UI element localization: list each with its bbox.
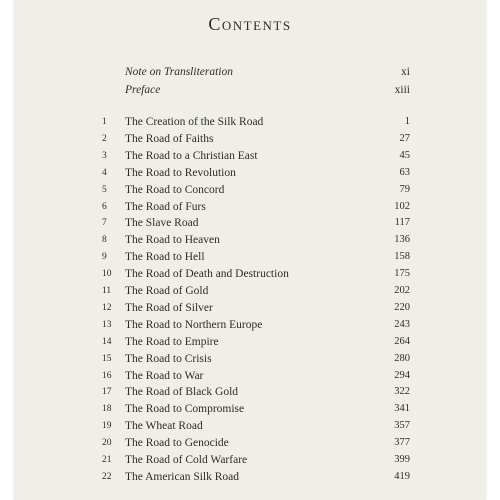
chapter-title: The Road of Cold Warfare [125, 454, 248, 466]
chapter-number: 15 [102, 353, 112, 364]
chapter-title: The Road of Faiths [125, 132, 214, 145]
chapter-page: 280 [394, 352, 410, 364]
chapter-number: 17 [102, 387, 112, 398]
chapter-page: 102 [394, 200, 410, 212]
chapter-page: 399 [394, 454, 410, 465]
chapter-page: 63 [399, 166, 410, 178]
chapter-title: The Creation of the Silk Road [125, 116, 264, 128]
chapter-number: 13 [102, 319, 112, 330]
chapter-page: 175 [394, 268, 410, 280]
chapter-title: The Road to War [125, 369, 204, 382]
chapter-title: The Road of Black Gold [125, 386, 239, 399]
chapter-row [14, 418, 486, 434]
chapter-row [14, 351, 486, 367]
front-matter-item [125, 84, 410, 96]
chapter-page: 341 [394, 403, 410, 415]
chapter-number: 2 [102, 133, 107, 144]
chapter-number: 21 [102, 455, 112, 465]
chapter-number: 19 [102, 421, 112, 432]
chapter-row [14, 266, 486, 282]
chapter-row [14, 317, 486, 333]
chapter-title: The Road to Concord [125, 183, 225, 196]
chapter-row [14, 232, 486, 248]
chapter-row [14, 165, 486, 181]
chapter-row [14, 401, 486, 417]
chapter-title: The Slave Road [125, 217, 199, 230]
chapter-row [14, 452, 486, 468]
chapter-page: 1 [404, 116, 410, 127]
chapter-page: 294 [394, 369, 410, 381]
chapter-row [14, 300, 486, 316]
chapter-page: 322 [394, 386, 410, 398]
chapter-number: 16 [102, 370, 112, 381]
chapter-page: 27 [399, 132, 410, 144]
chapter-title: The Road to Northern Europe [125, 318, 263, 331]
chapter-page: 117 [394, 217, 410, 229]
chapter-title: The Road of Death and Destruction [125, 268, 289, 281]
chapter-row [14, 283, 486, 299]
chapter-row [14, 469, 486, 485]
chapter-row [14, 435, 486, 451]
chapter-number: 10 [102, 269, 112, 280]
chapter-title: The Road to a Christian East [125, 149, 258, 162]
chapter-title: The Road to Crisis [125, 352, 212, 365]
chapter-row [14, 131, 486, 147]
page-title: Contents [208, 14, 292, 34]
chapter-title: The Road to Heaven [125, 234, 220, 247]
front-matter-label: Preface [125, 84, 161, 96]
chapter-page: 264 [394, 335, 410, 347]
chapter-page: 158 [394, 251, 410, 263]
chapter-row [14, 215, 486, 231]
chapter-page: 220 [394, 301, 410, 313]
chapter-page: 357 [394, 420, 410, 432]
chapter-number: 12 [102, 302, 112, 313]
chapter-number: 14 [102, 336, 112, 347]
chapter-page: 136 [394, 234, 410, 246]
chapter-number: 11 [102, 286, 112, 296]
chapter-title: The Road of Gold [125, 285, 209, 297]
chapter-row [14, 334, 486, 350]
chapter-title: The Road of Silver [125, 301, 213, 314]
chapter-number: 1 [102, 117, 107, 127]
chapter-title: The Wheat Road [125, 420, 203, 433]
chapter-number: 4 [102, 167, 107, 178]
chapter-row [14, 384, 486, 400]
chapter-title: The Road to Empire [125, 335, 219, 348]
chapter-page: 45 [399, 149, 410, 161]
chapter-title: The Road to Revolution [125, 166, 236, 179]
chapter-number: 5 [102, 184, 107, 195]
chapter-title: The Road of Furs [125, 200, 206, 213]
book-page [14, 0, 486, 500]
chapter-row [14, 249, 486, 265]
chapter-number: 3 [102, 150, 107, 161]
chapter-number: 7 [102, 218, 107, 229]
chapter-number: 20 [102, 438, 112, 449]
chapter-row [14, 368, 486, 384]
chapter-page: 243 [394, 318, 410, 330]
chapter-row [14, 182, 486, 198]
chapter-title: The Road to Compromise [125, 403, 245, 416]
chapter-row [14, 199, 486, 215]
chapter-number: 22 [102, 471, 112, 482]
chapter-title: The Road to Genocide [125, 437, 229, 450]
chapter-number: 8 [102, 235, 107, 246]
chapter-page: 377 [394, 437, 410, 449]
chapter-page: 202 [394, 285, 410, 296]
chapter-number: 18 [102, 404, 112, 415]
chapter-title: The Road to Hell [125, 251, 205, 264]
chapter-row [14, 114, 486, 130]
chapter-row [14, 148, 486, 164]
chapter-page: 79 [399, 183, 410, 195]
front-matter-page: xiii [394, 84, 410, 96]
chapter-title: The American Silk Road [125, 470, 240, 483]
front-matter-item [125, 66, 410, 78]
chapter-number: 6 [102, 201, 107, 212]
chapter-page: 419 [394, 470, 410, 482]
front-matter-label: Note on Transliteration [125, 66, 233, 78]
front-matter-page: xi [401, 66, 410, 78]
chapter-number: 9 [102, 252, 107, 263]
